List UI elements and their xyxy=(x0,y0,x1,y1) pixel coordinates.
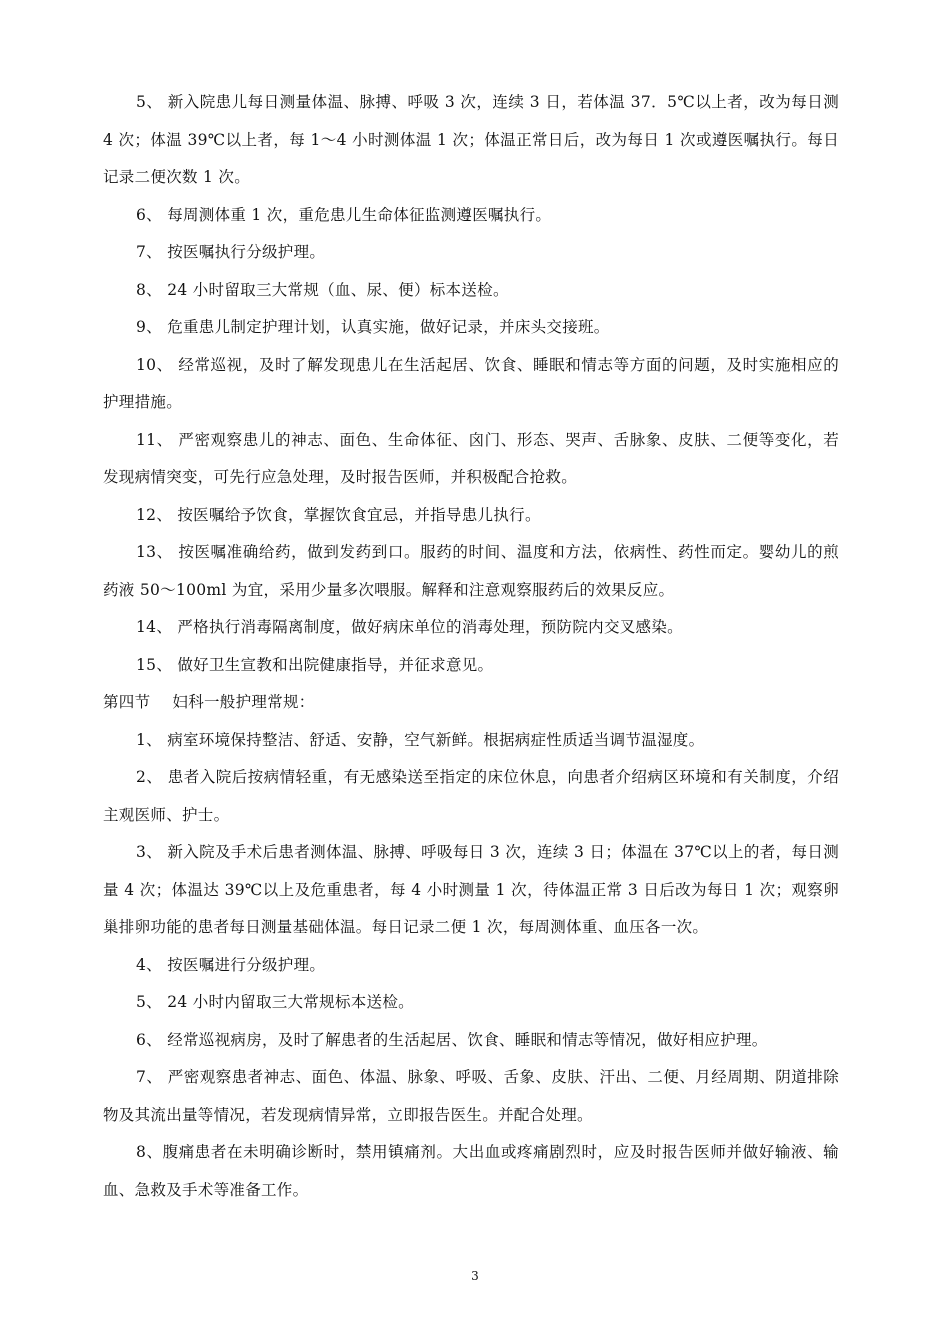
paragraph-item-15: 15、 做好卫生宣教和出院健康指导，并征求意见。 xyxy=(136,655,494,674)
gyn-item-8: 8、腹痛患者在未明确诊断时，禁用镇痛剂。大出血或疼痛剧烈时，应及时报告医师并做好输液、输血、急救及手术等准备工作。 xyxy=(103,1143,839,1199)
section-heading xyxy=(103,684,839,722)
paragraph-item-9: 9、 危重患儿制定护理计划，认真实施，做好记录，并床头交接班。 xyxy=(136,318,610,336)
paragraph-item-14: 14、 严格执行消毒隔离制度，做好病床单位的消毒处理，预防院内交叉感染。 xyxy=(136,618,683,636)
paragraph-item-5: 5、 新入院患儿每日测量体温、脉搏、呼吸 3 次，连续 3 日，若体温 37．5℃以上者，改为每日测 4 次；体温 39℃以上者，每 1～4 小时测体温 1 次；体温正常日后，改为每日 1 次或遵医嘱执行。每日记录二便次数 1 次。 xyxy=(103,93,839,186)
page-number: 3 xyxy=(471,1269,479,1283)
gyn-item-2: 2、 患者入院后按病情轻重，有无感染送至指定的床位休息，向患者介绍病区环境和有关制度，介绍主观医师、护士。 xyxy=(103,768,839,824)
section-title: 妇科一般护理常规： xyxy=(172,693,315,711)
paragraph-item-11: 11、 严密观察患儿的神志、面色、生命体征、囟门、形态、哭声、舌脉象、皮肤、二便等变化，若发现病情突变，可先行应急处理，及时报告医师，并积极配合抢救。 xyxy=(103,430,839,486)
paragraph-item-8: 8、 24 小时留取三大常规（血、尿、便）标本送检。 xyxy=(136,280,509,299)
paragraph-item-13: 13、 按医嘱准确给药，做到发药到口。服药的时间、温度和方法，依病性、药性而定。婴幼儿的煎药液 50～100ml 为宜，采用少量多次喂服。解释和注意观察服药后的效果反应。 xyxy=(103,543,839,599)
paragraph-item-7: 7、 按医嘱执行分级护理。 xyxy=(136,243,326,261)
gyn-item-1: 1、 病室环境保持整洁、舒适、安静，空气新鲜。根据病症性质适当调节温湿度。 xyxy=(136,730,705,749)
gyn-item-7: 7、 严密观察患者神志、面色、体温、脉象、呼吸、舌象、皮肤、汗出、二便、月经周期、阴道排除物及其流出量等情况，若发现病情异常，立即报告医生。并配合处理。 xyxy=(103,1068,839,1124)
gyn-item-4: 4、 按医嘱进行分级护理。 xyxy=(136,955,326,974)
paragraph-item-12: 12、 按医嘱给予饮食，掌握饮食宜忌，并指导患儿执行。 xyxy=(136,505,541,524)
section-number: 第四节 xyxy=(103,693,151,711)
gyn-item-5: 5、 24 小时内留取三大常规标本送检。 xyxy=(136,993,414,1011)
gyn-item-6: 6、 经常巡视病房，及时了解患者的生活起居、饮食、睡眠和情志等情况，做好相应护理。 xyxy=(136,1030,768,1049)
document-body xyxy=(103,84,839,1209)
paragraph-item-10: 10、 经常巡视，及时了解发现患儿在生活起居、饮食、睡眠和情志等方面的问题，及时实施相应的护理措施。 xyxy=(103,355,839,411)
paragraph-item-6: 6、 每周测体重 1 次，重危患儿生命体征监测遵医嘱执行。 xyxy=(136,205,552,224)
gyn-item-3: 3、 新入院及手术后患者测体温、脉搏、呼吸每日 3 次，连续 3 日；体温在 37℃以上的者，每日测量 4 次；体温达 39℃以上及危重患者，每 4 小时测量 1 次，待体温正常 3 日后改为每日 1 次；观察卵巢排卵功能的患者每日测量基础体温。每日记录二便 1 次，每周测体重、血压各一次。 xyxy=(103,843,839,936)
